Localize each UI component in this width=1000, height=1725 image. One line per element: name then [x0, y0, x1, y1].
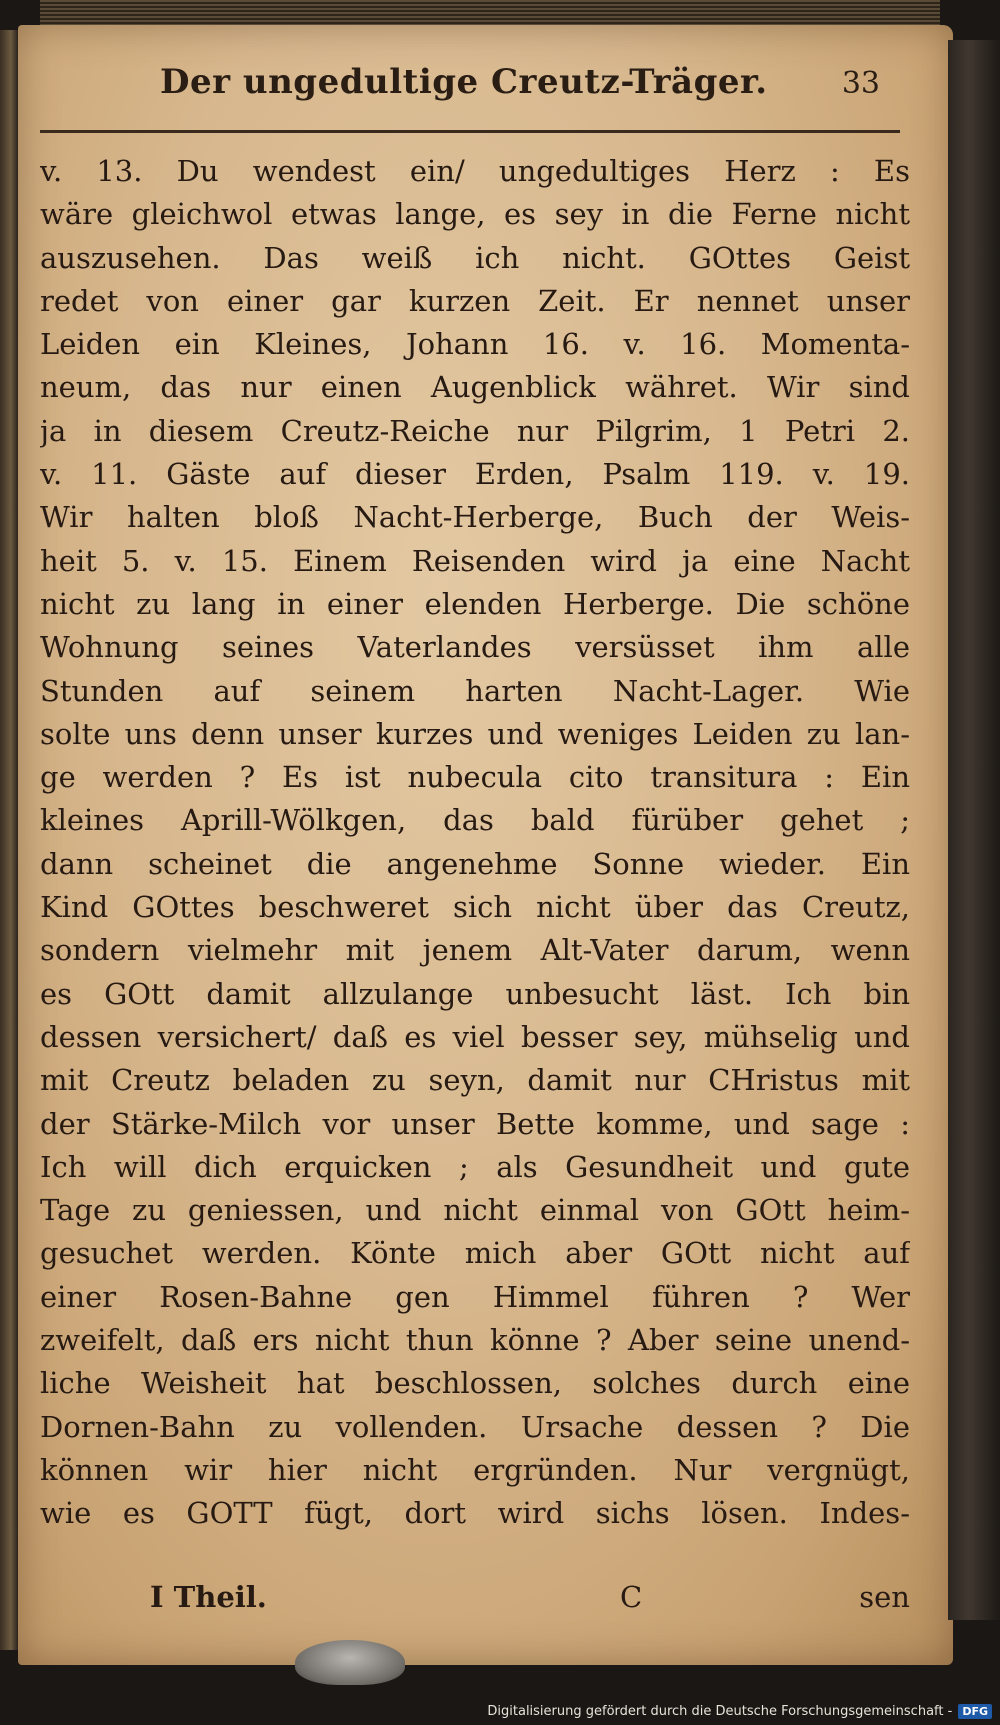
header-rule [40, 130, 900, 133]
text-line: einer Rosen-Bahne gen Himmel führen ? Wer [40, 1279, 910, 1314]
text-line: redet von einer gar kurzen Zeit. Er nennet unser [40, 283, 910, 318]
text-line: v. 13. Du wendest ein/ ungedultiges Herz : Es [40, 154, 910, 188]
page-clip [295, 1640, 405, 1685]
catchword: sen [859, 1580, 910, 1614]
text-line: Tage zu geniessen, und nicht einmal von GOtt heim- [40, 1193, 910, 1228]
text-line: dann scheinet die angenehme Sonne wieder. Ein [40, 846, 910, 881]
page-number: 33 [841, 66, 880, 101]
text-line: Wir halten bloß Nacht-Herberge, Buch der Weis- [40, 500, 910, 535]
text-line: mit Creutz beladen zu seyn, damit nur CHristus mit [40, 1063, 910, 1098]
text-line: Dornen-Bahn zu vollenden. Ursache dessen ? Die [40, 1409, 910, 1444]
text-line: wie es GOTT fügt, dort wird sichs lösen. Indes- [40, 1496, 910, 1531]
text-line: es GOtt damit allzulange unbesucht läst. Ich bin [40, 976, 910, 1011]
text-line: können wir hier nicht ergründen. Nur vergnügt, [40, 1452, 910, 1487]
text-line: zweifelt, daß ers nicht thun könne ? Aber seine unend- [40, 1323, 910, 1358]
text-line: dessen versichert/ daß es viel besser sey, mühselig und [40, 1019, 910, 1054]
text-line: liche Weisheit hat beschlossen, solches durch eine [40, 1366, 910, 1401]
text-line: heit 5. v. 15. Einem Reisenden wird ja eine Nacht [40, 543, 910, 578]
text-line: wäre gleichwol etwas lange, es sey in die Ferne nicht [40, 197, 910, 232]
digitization-credit [487, 1704, 992, 1719]
text-line: neum, das nur einen Augenblick währet. Wir sind [40, 370, 910, 405]
dfg-logo: DFG [958, 1704, 992, 1719]
text-line: gesuchet werden. Könte mich aber GOtt nicht auf [40, 1236, 910, 1271]
book-top-edge [40, 0, 940, 28]
text-line: nicht zu lang in einer elenden Herberge. Die schöne [40, 586, 910, 621]
gathering-letter: C [620, 1580, 643, 1614]
text-line: Ich will dich erquicken ; als Gesundheit und gute [40, 1149, 910, 1184]
text-line: v. 11. Gäste auf dieser Erden, Psalm 119. v. 19. [40, 457, 910, 492]
text-line: solte uns denn unser kurzes und weniges Leiden zu lan- [40, 716, 910, 751]
text-line: kleines Aprill-Wölkgen, das bald fürüber gehet ; [40, 803, 910, 838]
text-line: Leiden ein Kleines, Johann 16. v. 16. Momenta- [40, 327, 910, 362]
running-header [160, 62, 900, 112]
text-line: auszusehen. Das weiß ich nicht. GOttes Geist [40, 240, 910, 275]
book-page-edge [948, 40, 1000, 1620]
text-line: Stunden auf seinem harten Nacht-Lager. Wie [40, 673, 910, 708]
running-title: Der ungedultige Creutz-Träger. [160, 62, 768, 102]
page-footer [40, 1580, 910, 1620]
text-line: sondern vielmehr mit jenem Alt-Vater darum, wenn [40, 933, 910, 968]
adjacent-page-strip [0, 30, 18, 1650]
text-line: ja in diesem Creutz-Reiche nur Pilgrim, 1 Petri 2. [40, 413, 910, 448]
body-text [40, 150, 910, 1536]
text-line: Kind GOttes beschweret sich nicht über das Creutz, [40, 890, 910, 925]
signature-mark: I Theil. [150, 1580, 267, 1614]
text-line: der Stärke-Milch vor unser Bette komme, und sage : [40, 1106, 910, 1141]
text-line: Wohnung seines Vaterlandes versüsset ihm alle [40, 630, 910, 665]
text-line: ge werden ? Es ist nubecula cito transitura : Ein [40, 760, 910, 795]
credit-text: Digitalisierung gefördert durch die Deutsche Forschungsgemeinschaft - [487, 1704, 953, 1719]
